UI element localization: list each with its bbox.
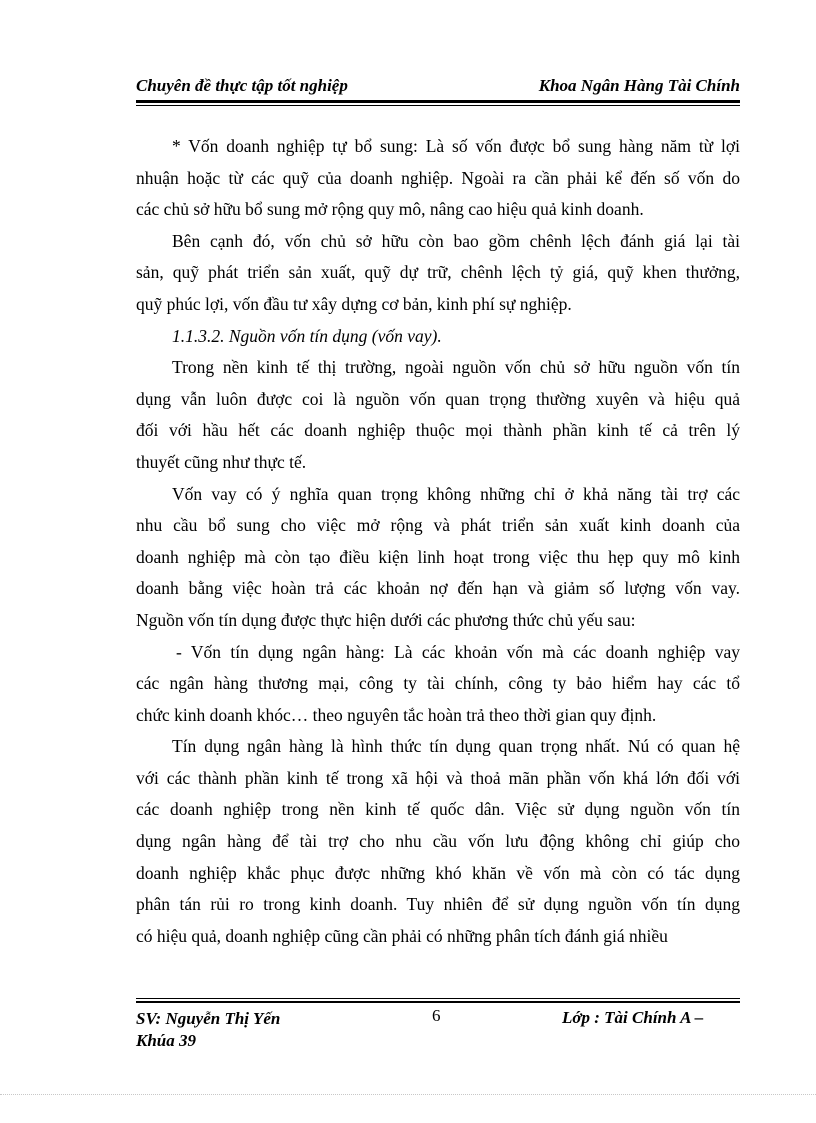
text-line: dụng vẫn luôn được coi là nguồn vốn quan trọng thường xuyên và hiệu quả — [136, 388, 740, 409]
footer-student — [136, 1008, 280, 1052]
text-line: Tín dụng ngân hàng là hình thức tín dụng quan trọng nhất. Nú có quan hệ — [172, 736, 740, 757]
footer-rule-thin — [136, 998, 740, 999]
text-line: nhuận hoặc từ các quỹ của doanh nghiệp. Ngoài ra cần phải kể đến số vốn do — [136, 167, 740, 188]
page-header — [136, 76, 740, 102]
body-text — [136, 131, 740, 952]
text-line: có hiệu quả, doanh nghiệp cũng cần phải có những phân tích đánh giá nhiều — [136, 925, 668, 946]
header-report-title: Chuyên đề thực tập tốt nghiệp — [136, 76, 348, 95]
text-line: doanh nghiệp khắc phục được những khó khăn về vốn mà còn có tác dụng — [136, 862, 740, 883]
text-line: * Vốn doanh nghiệp tự bổ sung: Là số vốn được bổ sung hàng năm từ lợi — [172, 136, 740, 156]
text-line: - Vốn tín dụng ngân hàng: Là các khoản vốn mà các doanh nghiệp vay — [176, 641, 740, 662]
text-line: các chủ sở hữu bổ sung mở rộng quy mô, nâng cao hiệu quả kinh doanh. — [136, 199, 644, 220]
text-line: phân tán rủi ro trong kinh doanh. Tuy nhiên để sử dụng nguồn vốn tín dụng — [136, 894, 740, 915]
text-line: doanh bằng việc hoàn trả các khoản nợ đến hạn và giảm số lượng vốn vay. — [136, 578, 740, 599]
text-line: nhu cầu bổ sung cho việc mở rộng và phát triển sản xuất kinh doanh của — [136, 515, 740, 536]
text-line: chức kinh doanh khóc… theo nguyên tắc hoàn trả theo thời gian quy định. — [136, 704, 657, 725]
footer-student-cohort: Khúa 39 — [136, 1031, 196, 1050]
page-edge-divider — [0, 1094, 816, 1095]
text-line: quỹ phúc lợi, vốn đầu tư xây dựng cơ bản, kinh phí sự nghiệp. — [136, 293, 572, 314]
text-line: doanh nghiệp mà còn tạo điều kiện linh hoạt trong việc thu hẹp quy mô kinh — [136, 546, 740, 567]
text-line: Bên cạnh đó, vốn chủ sở hữu còn bao gồm chênh lệch đánh giá lại tài — [172, 230, 740, 251]
page-number: 6 — [432, 1006, 441, 1025]
footer-class: Lớp : Tài Chính A – — [562, 1008, 704, 1027]
text-line: đối với hầu hết các doanh nghiệp thuộc mọi thành phần kinh tế cả trên lý — [136, 420, 740, 441]
footer-student-name: SV: Nguyễn Thị Yến — [136, 1009, 281, 1028]
text-line: dụng ngân hàng để tài trợ cho nhu cầu vốn lưu động không chỉ giúp cho — [136, 831, 740, 852]
text-line: các doanh nghiệp trong nền kinh tế quốc dân. Việc sử dụng nguồn vốn tín — [136, 799, 740, 820]
text-line: Vốn vay có ý nghĩa quan trọng không những chỉ ở khả năng tài trợ các — [172, 483, 740, 504]
text-line: Nguồn vốn tín dụng được thực hiện dưới các phương thức chủ yếu sau: — [136, 609, 636, 630]
header-rule-thin — [136, 105, 740, 106]
text-line: thuyết cũng như thực tế. — [136, 451, 307, 472]
text-line: sản, quỹ phát triển sản xuất, quỹ dự trữ, chênh lệch tỷ giá, quỹ khen thưởng, — [136, 262, 740, 283]
text-line: với các thành phần kinh tế trong xã hội và thoả mãn phần vốn khá lớn đối với — [136, 767, 740, 788]
section-heading: 1.1.3.2. Nguồn vốn tín dụng (vốn vay). — [172, 325, 442, 346]
header-faculty: Khoa Ngân Hàng Tài Chính — [538, 76, 740, 95]
text-line: các ngân hàng thương mại, công ty tài chính, công ty bảo hiểm hay các tổ — [136, 673, 740, 694]
text-line: Trong nền kinh tế thị trường, ngoài nguồn vốn chủ sở hữu nguồn vốn tín — [172, 357, 740, 378]
footer-rule-thick — [136, 1001, 740, 1003]
header-rule-thick — [136, 100, 740, 103]
